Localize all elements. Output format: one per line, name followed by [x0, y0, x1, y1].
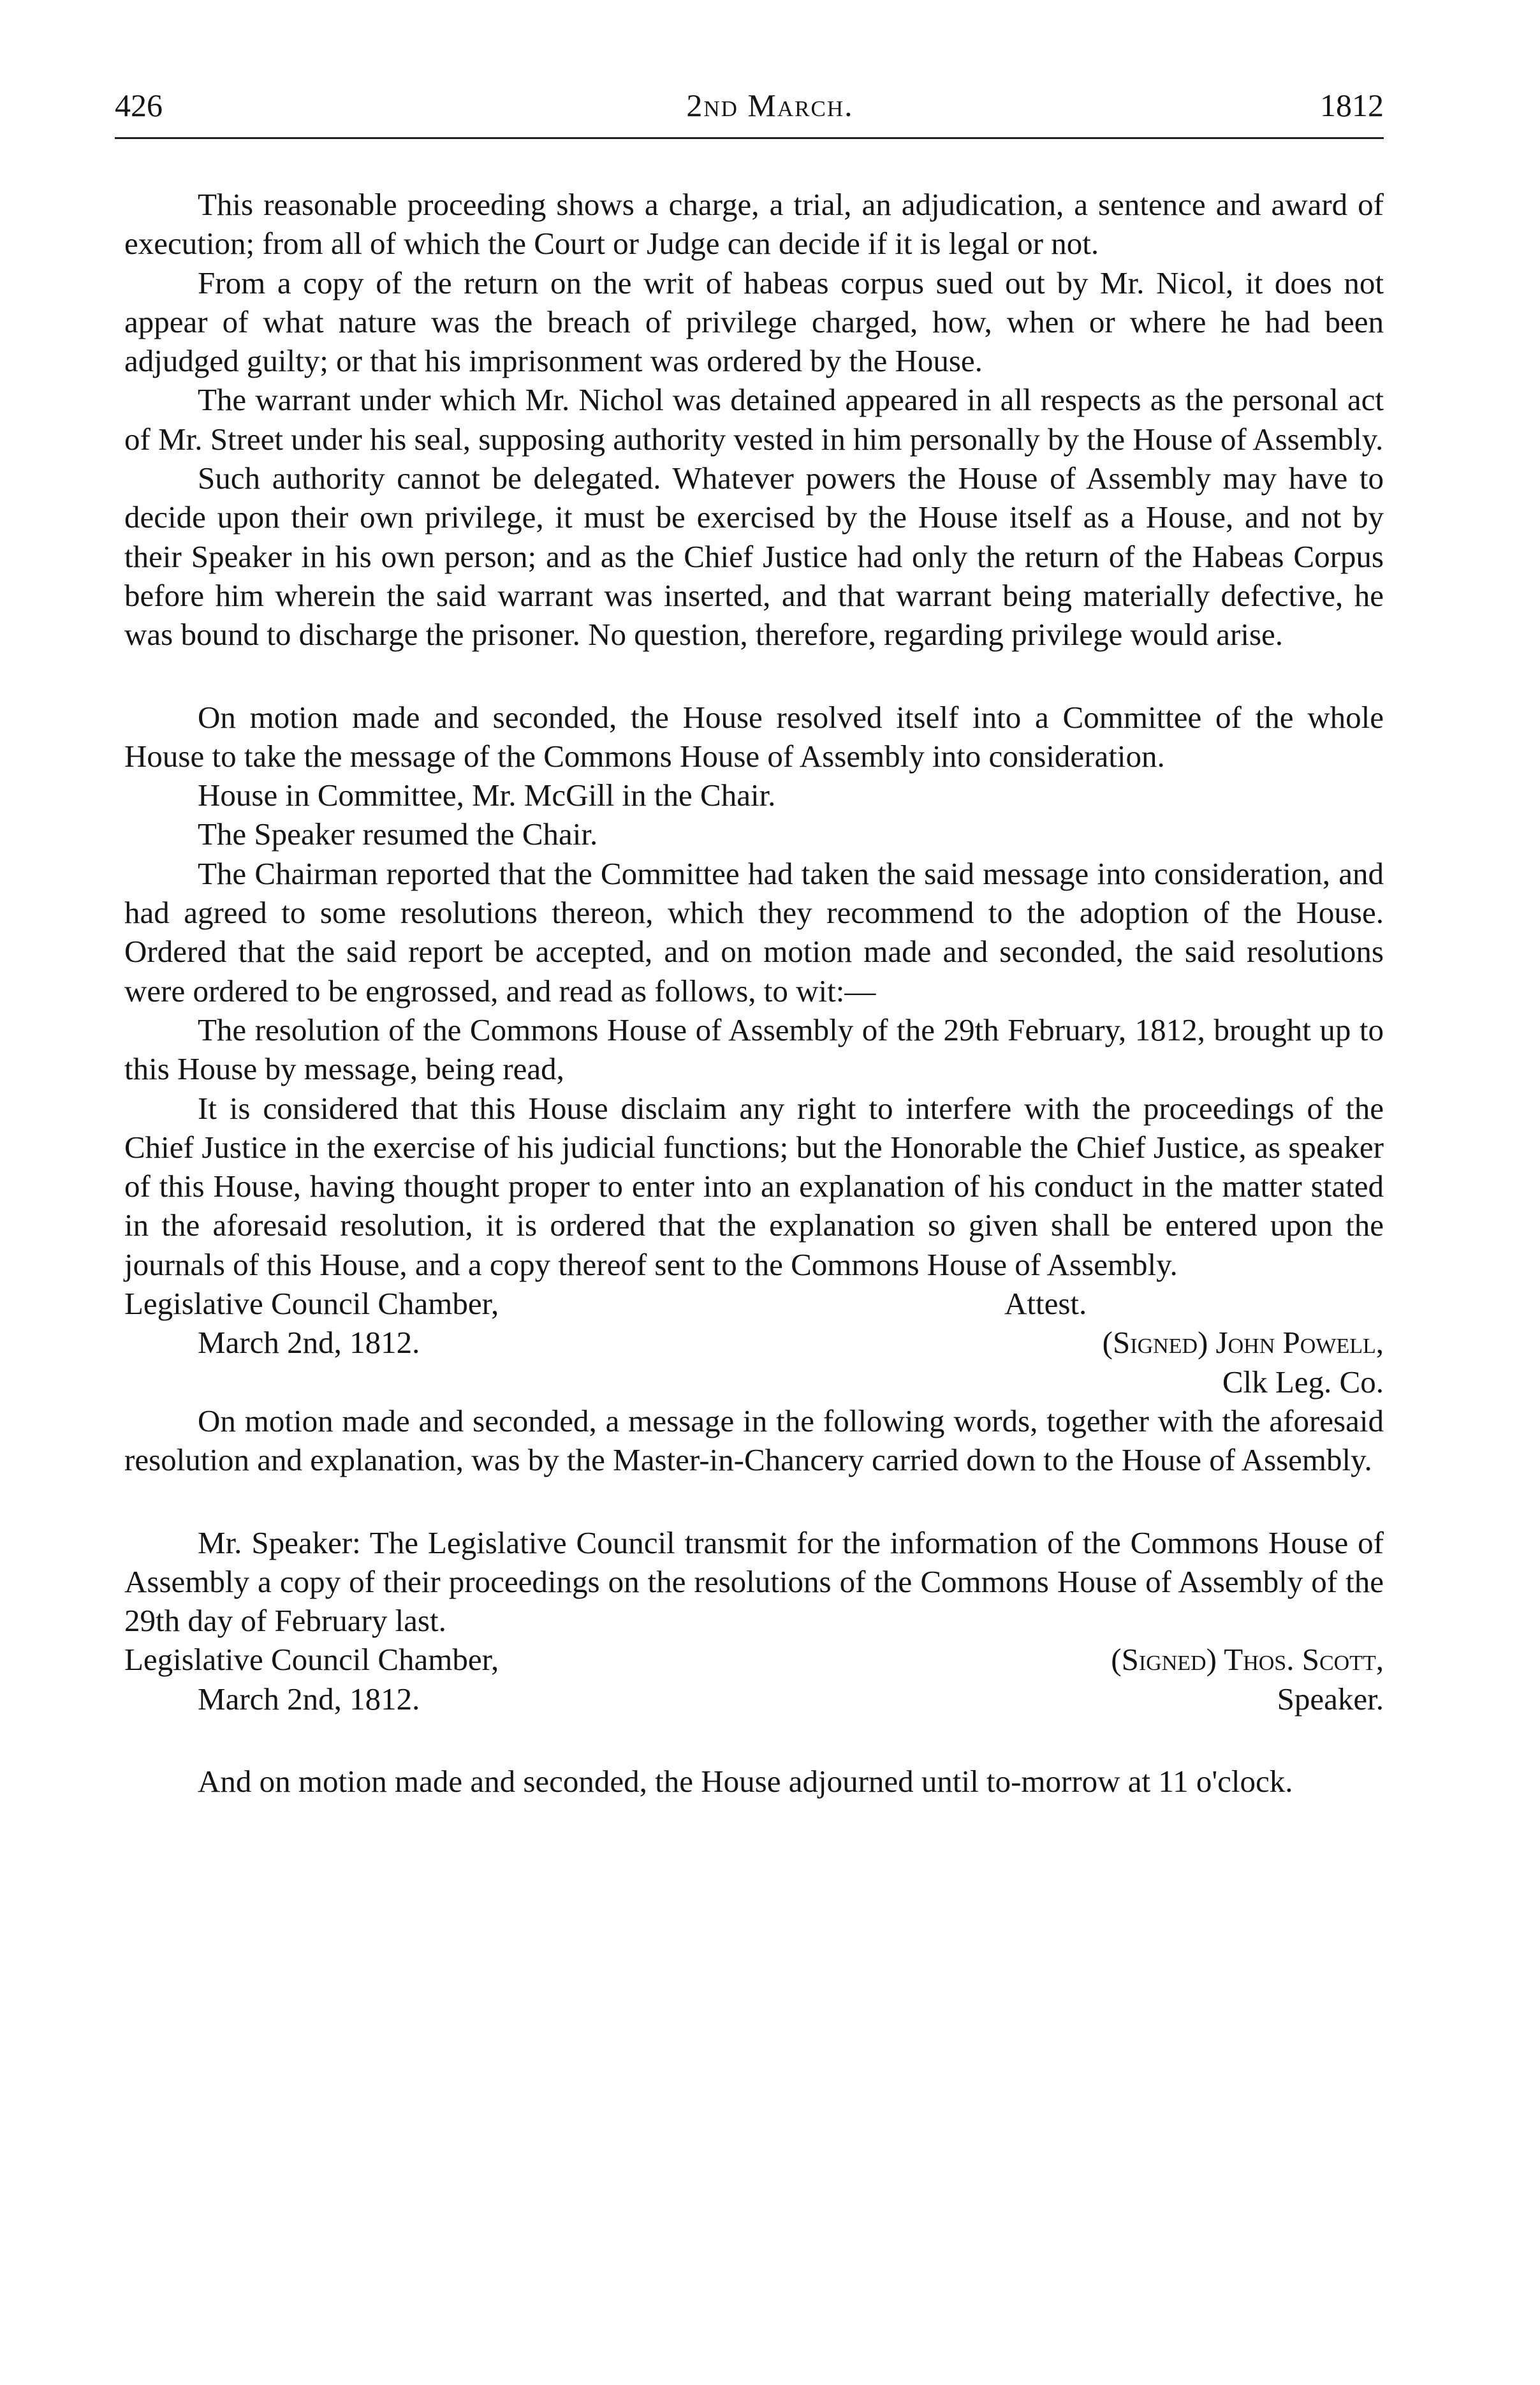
paragraph-adjourned: And on motion made and seconded, the House adjourned until to-morrow at 11 o'clock.: [198, 1763, 1293, 1799]
attest-row-2: [124, 1323, 1384, 1362]
speaker-row-2: [124, 1680, 1384, 1718]
paragraph-house-in-committee: House in Committee, Mr. McGill in the Chair.: [198, 778, 776, 813]
speaker-row-1: [124, 1640, 1384, 1679]
header-year: 1812: [1320, 87, 1384, 123]
speaker-signature: (Signed) Thos. Scott,: [1111, 1642, 1384, 1678]
attest-place: Legislative Council Chamber,: [124, 1286, 499, 1322]
paragraph-message-text: Mr. Speaker: The Legislative Council transmit for the information of the Commons House of Assembly a copy of their proceedings on the resolutions of the Commons House of Assembly of the 29th day of February last.: [124, 1525, 1384, 1639]
speaker-date: March 2nd, 1812.: [198, 1681, 420, 1717]
attest-office: Clk Leg. Co.: [1222, 1364, 1384, 1399]
paragraph-speaker-resumed: The Speaker resumed the Chair.: [198, 816, 598, 852]
paragraph-reasonable-proceeding: This reasonable proceeding shows a charge, a trial, an adjudication, a sentence and award of execution; from all of which the Court or Judge can decide if it is legal or not.: [124, 187, 1384, 262]
header-date-title: 2nd March.: [686, 87, 854, 123]
paragraph-motion-committee: On motion made and seconded, the House resolved itself into a Committee of the whole House to take the message of the Commons House of Assembly into consideration.: [124, 699, 1384, 774]
section-gap: [124, 1718, 1384, 1762]
attest-row-1: [124, 1284, 1384, 1323]
paragraph-warrant: The warrant under which Mr. Nichol was detained appeared in all respects as the personal act of Mr. Street under his seal, supposing authority vested in him personally by the House of Assembly.: [124, 382, 1384, 457]
paragraph-resolution-text: It is considered that this House disclaim any right to interfere with the proceedings of the Chief Justice in the exercise of his judicial functions; but the Honorable the Chief Justice, as speaker of this House, having thought proper to enter into an explanation of his conduct in the matter stated in the aforesaid resolution, it is ordered that the explanation so given shall be entered upon the journals of this House, and a copy thereof sent to the Commons House of Assembly.: [124, 1090, 1384, 1282]
paragraph-resolution-read: The resolution of the Commons House of Assembly of the 29th February, 1812, brought up to this House by message, being read,: [124, 1012, 1384, 1087]
section-gap: [124, 1480, 1384, 1523]
page-number: 426: [115, 87, 163, 123]
speaker-place: Legislative Council Chamber,: [124, 1642, 499, 1678]
paragraph-habeas-corpus-return: From a copy of the return on the writ of habeas corpus sued out by Mr. Nicol, it does not appear of what nature was the breach of privilege charged, how, when or where he had been adjudged guilty; or that his imprisonment was ordered by the House.: [124, 265, 1384, 379]
running-header: [0, 86, 1540, 124]
paragraph-message-carried: On motion made and seconded, a message in the following words, together with the aforesaid resolution and explanation, was by the Master-in-Chancery carried down to the House of Assembly.: [124, 1403, 1384, 1478]
header-rule: [115, 137, 1384, 139]
speaker-office: Speaker.: [1277, 1681, 1384, 1717]
attest-signature: (Signed) John Powell,: [1102, 1325, 1384, 1361]
section-gap: [124, 654, 1384, 698]
attest-row-3: [124, 1362, 1384, 1401]
paragraph-authority: Such authority cannot be delegated. Whatever powers the House of Assembly may have to decide upon their own privilege, it must be exercised by the House itself as a House, and not by their Speaker in his own person; and as the Chief Justice had only the return of the Habeas Corpus before him wherein the said warrant was inserted, and that warrant being materially defective, he was bound to discharge the prisoner. No question, therefore, regarding privilege would arise.: [124, 461, 1384, 653]
attest-label: Attest.: [1004, 1286, 1087, 1322]
page-body: [124, 185, 1384, 1801]
attest-date: March 2nd, 1812.: [198, 1325, 420, 1361]
paragraph-chairman-reported: The Chairman reported that the Committee had taken the said message into consideration, and had agreed to some resolutions thereon, which they recommend to the adoption of the House. Ordered that the said report be accepted, and on motion made and seconded, the said resolutions were ordered to be engrossed, and read as follows, to wit:—: [124, 855, 1384, 1008]
